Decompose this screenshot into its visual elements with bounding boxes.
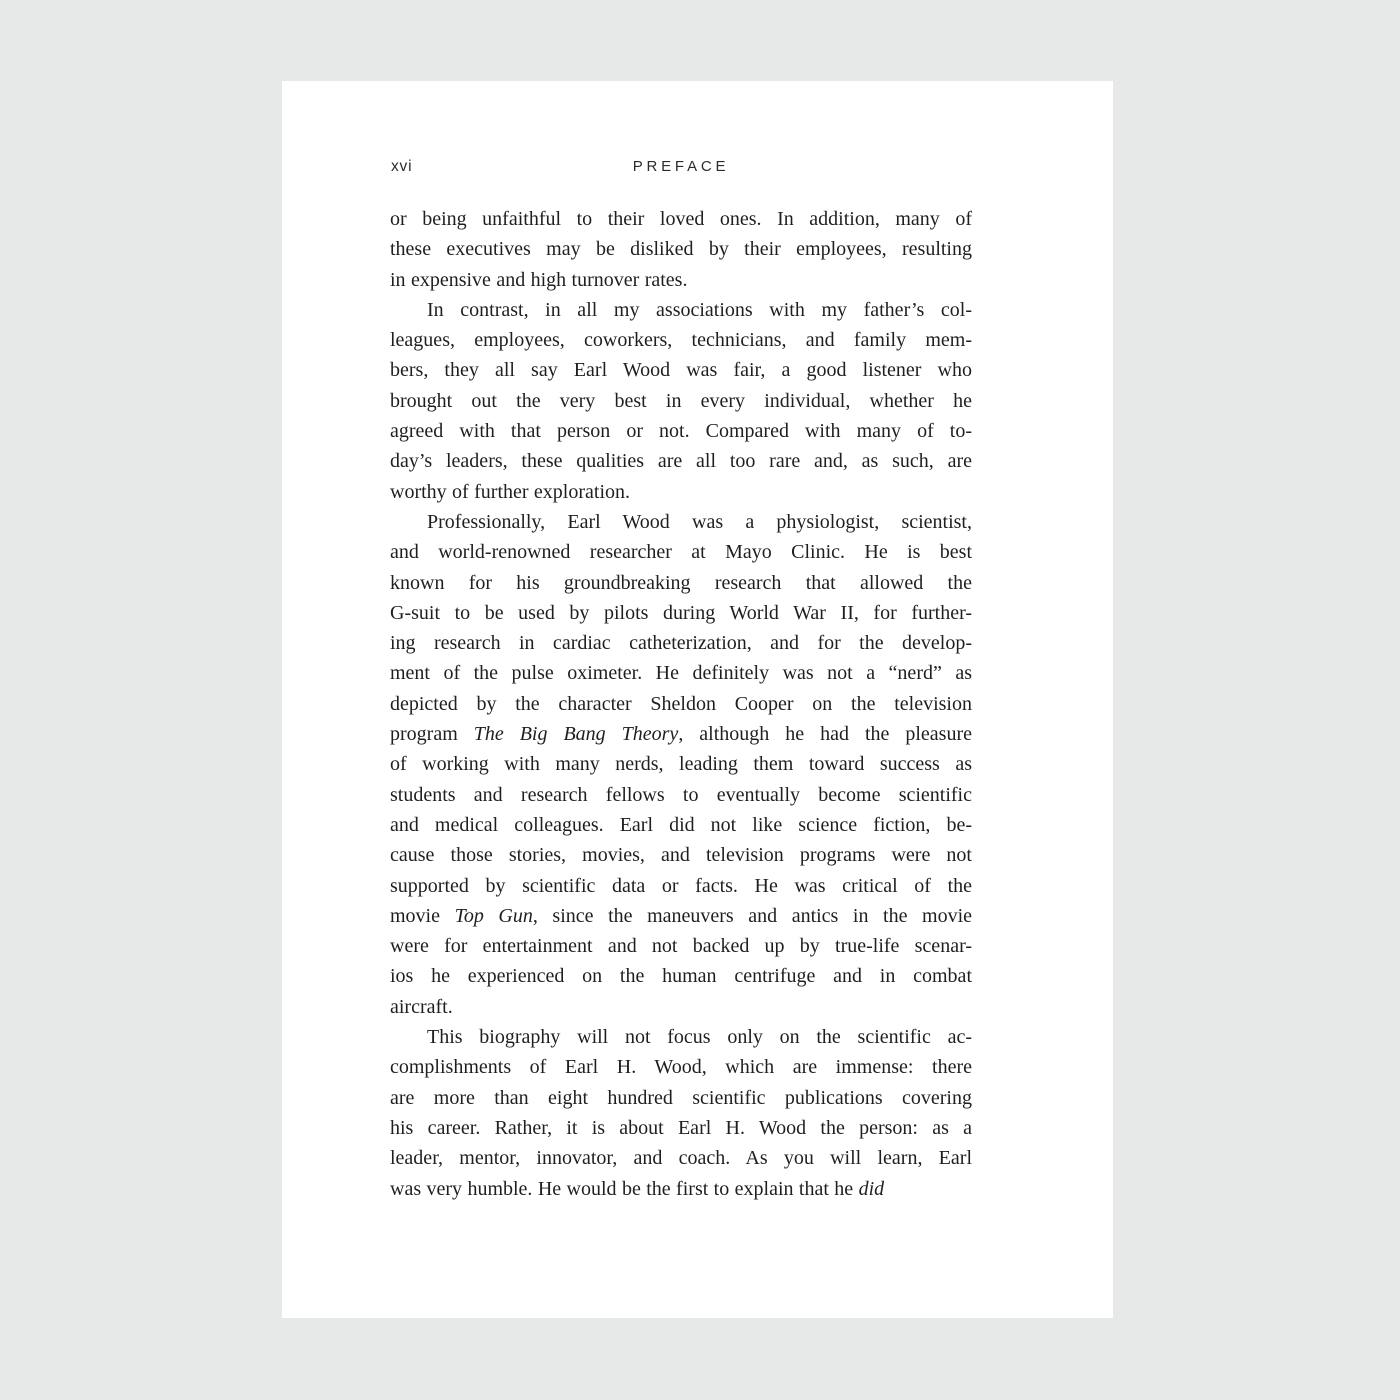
page-header bbox=[390, 155, 972, 179]
text-line: This biography will not focus only on the scientific ac- bbox=[427, 1026, 972, 1049]
text-line: these executives may be disliked by their employees, resulting bbox=[390, 238, 972, 261]
text-line: bers, they all say Earl Wood was fair, a good listener who bbox=[390, 359, 972, 382]
paragraph bbox=[390, 295, 972, 507]
text-line: his career. Rather, it is about Earl H. Wood the person: as a bbox=[390, 1116, 972, 1139]
text-line: movie Top Gun, since the maneuvers and antics in the movie bbox=[390, 904, 973, 927]
text-line: ment of the pulse oximeter. He definitely was not a “nerd” as bbox=[390, 662, 972, 685]
text-line: of working with many nerds, leading them toward success as bbox=[390, 753, 972, 776]
text-line: In contrast, in all my associations with my father’s col- bbox=[427, 298, 972, 321]
text-line: known for his groundbreaking research that allowed the bbox=[390, 571, 972, 594]
book-page bbox=[282, 81, 1113, 1318]
text-line: ing research in cardiac catheterization, and for the develop- bbox=[390, 632, 972, 655]
paragraph bbox=[390, 507, 972, 1022]
text-line: brought out the very best in every individual, whether he bbox=[390, 389, 972, 412]
text-line: aircraft. bbox=[390, 995, 453, 1018]
text-line: and world-renowned researcher at Mayo Clinic. He is best bbox=[390, 541, 972, 564]
page-body bbox=[390, 204, 972, 1204]
text-line: were for entertainment and not backed up by true-life scenar- bbox=[390, 935, 972, 958]
text-line: supported by scientific data or facts. He was critical of the bbox=[390, 874, 972, 897]
text-line: Professionally, Earl Wood was a physiologist, scientist, bbox=[427, 510, 972, 533]
text-line: day’s leaders, these qualities are all too rare and, as such, are bbox=[390, 450, 972, 473]
italic-text: did bbox=[858, 1177, 885, 1200]
text-line: cause those stories, movies, and television programs were not bbox=[390, 844, 972, 867]
text-line: G-suit to be used by pilots during World War II, for further- bbox=[390, 601, 972, 624]
paragraph bbox=[390, 204, 972, 295]
running-head-title: PREFACE bbox=[632, 158, 730, 175]
text-line: are more than eight hundred scientific publications covering bbox=[390, 1086, 972, 1109]
text-line: in expensive and high turnover rates. bbox=[390, 268, 688, 291]
folio-page-number: xvi bbox=[391, 158, 413, 175]
text-line: and medical colleagues. Earl did not like science fiction, be- bbox=[390, 813, 972, 836]
text-line: leader, mentor, innovator, and coach. As you will learn, Earl bbox=[390, 1147, 972, 1170]
text-line: depicted by the character Sheldon Cooper on the television bbox=[390, 692, 972, 715]
text-line: leagues, employees, coworkers, technicians, and family mem- bbox=[390, 329, 972, 352]
text-line: ios he experienced on the human centrifuge and in combat bbox=[390, 965, 972, 988]
text-line: program The Big Bang Theory, although he had the pleasure bbox=[390, 723, 972, 746]
text-line: was very humble. He would be the first to explain that he did bbox=[390, 1177, 885, 1200]
paragraph bbox=[390, 1022, 972, 1204]
italic-text: Top Gun bbox=[454, 904, 533, 927]
italic-text: The Big Bang Theory bbox=[473, 723, 679, 746]
text-line: worthy of further exploration. bbox=[390, 480, 631, 503]
text-line: complishments of Earl H. Wood, which are immense: there bbox=[390, 1056, 972, 1079]
text-line: students and research fellows to eventually become scientific bbox=[390, 783, 972, 806]
text-line: agreed with that person or not. Compared with many of to- bbox=[390, 420, 972, 443]
text-line: or being unfaithful to their loved ones. In addition, many of bbox=[390, 208, 972, 230]
